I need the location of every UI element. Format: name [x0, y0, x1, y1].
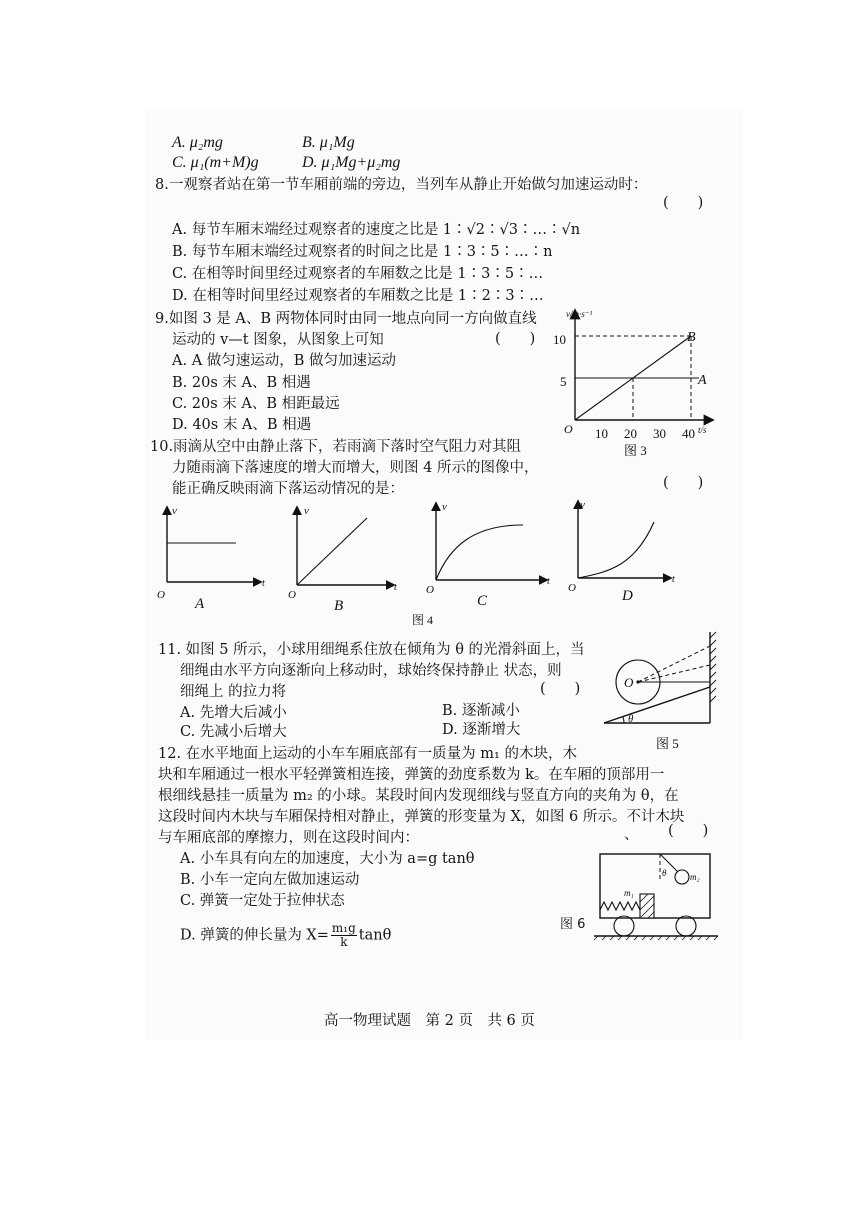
fig3-xtick-40: 40 — [682, 426, 695, 441]
fig3-ylabel: v/m·s⁻¹ — [566, 309, 593, 319]
fig3-origin: O — [564, 422, 573, 436]
q10-answer-paren: ( ) — [663, 475, 704, 491]
fig5-angle-label: θ — [628, 713, 634, 725]
q11-stem-line1: 11. 如图 5 所示，小球用细绳系住放在倾角为 θ 的光滑斜面上，当 — [158, 642, 585, 658]
fig6-theta: θ — [662, 868, 667, 878]
fig6-ball — [675, 870, 689, 884]
q8-option-c: C. 在相等时间里经过观察者的车厢数之比是 1∶3∶5∶… — [172, 266, 544, 282]
q11-option-c: C. 先减小后增大 — [180, 724, 287, 740]
q8-stem: 8.一观察者站在第一节车厢前端的旁边，当列车从静止开始做匀加速运动时： — [155, 177, 648, 193]
fig4-a-v: v — [172, 505, 177, 517]
q8-option-d: D. 在相等时间里经过观察者的车厢数之比是 1∶2∶3∶… — [172, 288, 544, 304]
fig5-incline-figure — [600, 630, 720, 751]
fig6-wheel-right — [676, 916, 696, 936]
fig3-ytick-10: 10 — [553, 332, 566, 347]
q9-option-d: D. 40s 末 A、B 相遇 — [172, 417, 312, 433]
fig4-b-origin: O — [288, 589, 296, 601]
q12-stem-line5: 与车厢底部的摩擦力，则在这段时间内： — [158, 830, 419, 846]
fig4-c-origin: O — [426, 584, 434, 596]
q11-option-b: B. 逐渐减小 — [442, 703, 520, 719]
q10-stem-line2: 力随雨滴下落速度的增大而增大，则图 4 所示的图像中， — [172, 460, 539, 476]
q10-stem-line1: 10.雨滴从空中由静止落下，若雨滴下落时空气阻力对其阻 — [150, 439, 522, 455]
q8-option-b: B. 每节车厢末端经过观察者的时间之比是 1∶3∶5∶…∶n — [172, 244, 553, 260]
fig3-label-a: A — [698, 373, 707, 388]
fig4-d-v: v — [580, 499, 585, 511]
fig3-xtick-30: 30 — [653, 426, 666, 441]
q12-option-a: A. 小车具有向左的加速度，大小为 a=g tanθ — [180, 851, 475, 867]
fig6-spring — [600, 902, 640, 910]
fig6-m2: m₂ — [690, 872, 700, 882]
q8-answer-paren: ( ) — [663, 195, 704, 211]
fig5-caption: 图 5 — [656, 736, 679, 751]
fig3-label-b: B — [687, 330, 696, 345]
q9-option-c: C. 20s 末 A、B 相距最远 — [172, 396, 340, 412]
fig4-c-letter: C — [477, 593, 488, 609]
fig4-graph-b — [288, 505, 397, 614]
q12-option-d-suffix: tanθ — [358, 927, 392, 944]
q12-stem-line4: 这段时间内木块与车厢保持相对静止，弹簧的形变量为 X，如图 6 所示。不计木块 — [158, 809, 685, 825]
fig4-b-v: v — [304, 505, 309, 517]
q10-stem-line3: 能正确反映雨滴下落运动情况的是： — [172, 481, 404, 497]
q12-option-c: C. 弹簧一定处于拉伸状态 — [180, 893, 345, 909]
q12-fraction-numerator: m₁g — [331, 921, 356, 935]
q12-answer-paren: ( ) — [668, 823, 709, 839]
fig6-caption: 图 6 — [560, 917, 586, 932]
q9-stem-line2: 运动的 v—t 图象，从图象上可知 — [172, 332, 384, 348]
fig4-c-t: t — [547, 576, 550, 587]
q12-stem-line2: 块和车厢通过一根水平轻弹簧相连接，弹簧的劲度系数为 k。在车厢的顶部用一 — [158, 767, 665, 783]
q11-stem-line2: 细绳由水平方向逐渐向上移动时，球始终保持静止 状态，则 — [180, 663, 562, 679]
q12-option-d-fraction — [331, 922, 357, 949]
fig3-xlabel: t/s — [698, 425, 707, 435]
q12-option-d-prefix: D. 弹簧的伸长量为 X= — [180, 927, 329, 944]
page-footer: 高一物理试题 第 2 页 共 6 页 — [324, 1013, 535, 1029]
q9-stem-line1: 9.如图 3 是 A、B 两物体同时由同一地点向同一方向做直线 — [155, 311, 537, 327]
fig4-d-curve — [578, 522, 654, 578]
fig4-graph-d — [568, 499, 675, 604]
fig4-b-letter: B — [334, 598, 344, 614]
q11-option-a: A. 先增大后减小 — [180, 705, 287, 721]
q12-option-d — [180, 922, 391, 949]
fig3-vt-graph — [552, 305, 732, 458]
q9-answer-paren: ( ) — [495, 331, 536, 347]
q11-answer-paren: ( ) — [540, 681, 581, 697]
fig4-graphs — [150, 500, 710, 630]
fig4-d-origin: O — [568, 582, 576, 594]
fig4-c-curve — [436, 525, 523, 580]
fig4-caption: 图 4 — [412, 613, 434, 627]
fig3-xtick-20: 20 — [624, 426, 637, 441]
fig6-m1: m₁ — [624, 888, 634, 898]
fig4-graph-c — [426, 501, 550, 609]
fig4-d-t: t — [672, 574, 675, 585]
fig3-caption: 图 3 — [624, 443, 647, 458]
fig5-ball-label: O — [624, 675, 634, 690]
fig3-xtick-10: 10 — [595, 426, 608, 441]
q12-option-b: B. 小车一定向左做加速运动 — [180, 872, 360, 888]
q7-option-a: A. μ₂mg — [172, 134, 223, 151]
fig6-wheel-left — [614, 916, 634, 936]
q9-option-a: A. A 做匀速运动，B 做匀加速运动 — [172, 353, 397, 369]
q12-fraction-denominator: k — [340, 935, 348, 949]
fig4-a-letter: A — [195, 596, 205, 612]
fig6-cart-figure — [594, 850, 724, 946]
fig4-a-t: t — [262, 578, 265, 589]
fig3-ytick-5: 5 — [560, 374, 567, 389]
fig4-b-curve — [297, 518, 367, 585]
q12-stem-line3: 根细线悬挂一质量为 m₂ 的小球。某段时间内发现细线与竖直方向的夹角为 θ，在 — [158, 788, 679, 804]
q9-option-b: B. 20s 末 A、B 相遇 — [172, 375, 311, 391]
q11-option-d: D. 逐渐增大 — [442, 722, 521, 738]
q12-mark: 、 — [624, 827, 639, 843]
fig4-b-t: t — [394, 582, 397, 593]
fig4-a-origin: O — [157, 589, 165, 601]
fig4-c-v: v — [442, 501, 447, 513]
fig4-graph-a — [157, 505, 265, 612]
q11-stem-line3: 细绳上 的拉力将 — [180, 684, 287, 700]
q8-option-a: A. 每节车厢末端经过观察者的速度之比是 1∶√2∶√3∶…∶√n — [172, 222, 581, 238]
q7-option-c: C. μ₁(m+M)g — [172, 154, 259, 171]
q12-stem-line1: 12. 在水平地面上运动的小车车厢底部有一质量为 m₁ 的木块，木 — [158, 746, 577, 762]
q7-option-d: D. μ₁Mg+μ₂mg — [302, 154, 401, 171]
q7-option-b: B. μ₁Mg — [302, 134, 355, 151]
fig4-d-letter: D — [622, 588, 633, 604]
